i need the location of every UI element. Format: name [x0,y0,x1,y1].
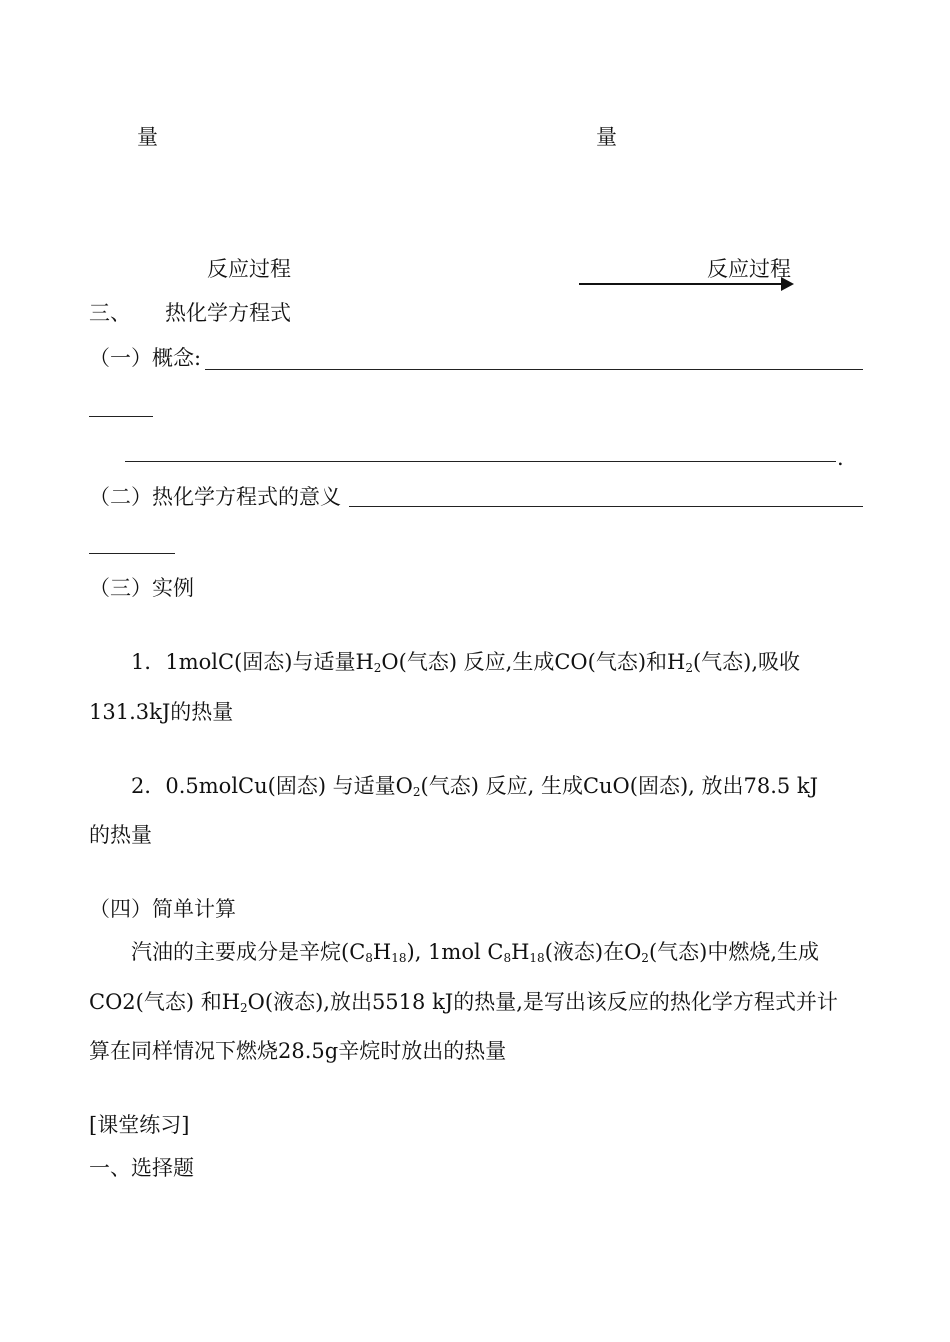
calc-line-2 [89,992,838,1014]
right-x-axis-label: 反应过程 [707,257,791,281]
concept-blank-3 [125,461,836,462]
meaning-label: （二）热化学方程式的意义 [89,485,341,509]
x-axis-arrow-line [579,283,785,285]
concept-blank-2 [89,416,153,417]
meaning-blank-1 [349,506,863,507]
example-1-sub-a: 2 [373,661,382,675]
calc-label: （四）简单计算 [89,897,236,921]
example-2-line-2: 的热量 [89,823,152,847]
concept-end-period: . [837,446,844,470]
examples-label: （三）实例 [89,576,194,600]
calc-l1-c: ), 1mol C [406,940,504,964]
calc-l1-d: H [511,940,530,964]
section-title: 热化学方程式 [165,301,291,325]
calc-l1-s2: 18 [391,951,407,965]
calc-line-1 [131,942,819,964]
example-1-line-2: 131.3kJ的热量 [89,700,234,724]
x-axis-arrow-head [781,277,794,291]
concept-label: （一）概念: [89,346,202,370]
practice-label: [课堂练习] [89,1113,190,1137]
concept-blank-1 [205,369,863,370]
right-axis-label: 量 [596,125,617,149]
example-2-sub-a: 2 [412,785,421,799]
section-number: 三、 [89,301,131,325]
example-2-text-a: 2．0.5molCu(固态) 与适量O [131,774,413,798]
left-x-axis-label: 反应过程 [207,257,291,281]
meaning-blank-2 [89,553,175,554]
calc-l2-b: O(液态),放出5518 kJ的热量,是写出该反应的热化学方程式并计 [247,990,838,1014]
calc-l1-e: (液态)在O [544,940,642,964]
calc-l1-f: (气态)中燃烧,生成 [648,940,819,964]
example-1-text-a: 1．1molC(固态)与适量H [131,650,374,674]
example-2-text-b: (气态) 反应, 生成CuO(固态), 放出78.5 kJ [420,774,819,798]
choice-section-label: 一、选择题 [89,1156,194,1180]
example-1-text-b: O(气态) 反应,生成CO(气态)和H [381,650,686,674]
left-axis-label: 量 [137,125,158,149]
example-1-sub-b: 2 [685,661,693,675]
calc-l2-a: CO2(气态) 和H [89,990,241,1014]
example-2-line-1 [131,776,818,798]
calc-line-3: 算在同样情况下燃烧28.5g辛烷时放出的热量 [89,1039,507,1063]
calc-l1-s3: 8 [503,951,512,965]
calc-l1-s4: 18 [529,951,545,965]
calc-l1-s5: 2 [641,951,649,965]
calc-l1-b: H [372,940,392,964]
calc-l2-s1: 2 [240,1001,248,1015]
calc-l1-s1: 8 [365,951,373,965]
example-1-line-1 [131,652,800,674]
calc-l1-a: 汽油的主要成分是辛烷(C [131,940,366,964]
example-1-text-c: (气态),吸收 [692,650,801,674]
